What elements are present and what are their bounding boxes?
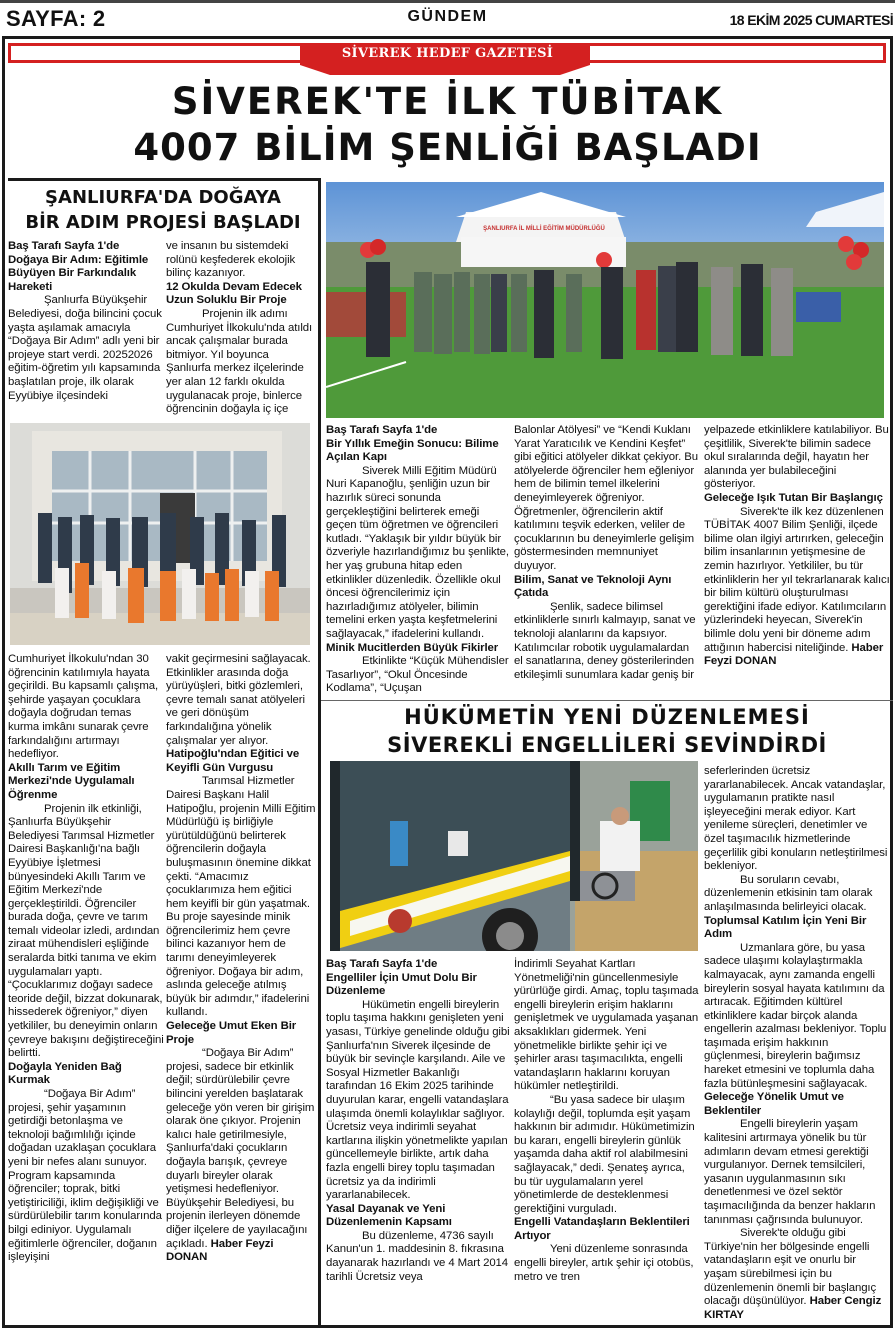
left-story-bottom-column-2 bbox=[166, 653, 316, 1265]
paragraph-text: Baş Tarafı Sayfa 1'de bbox=[326, 424, 438, 436]
paragraph-text: Geleceğe Yönelik Umut ve Beklentiler bbox=[704, 1091, 844, 1117]
lead-headline-line1: SİVEREK'TE İLK TÜBİTAK bbox=[171, 80, 724, 123]
left-story-top-column-2 bbox=[166, 240, 316, 417]
subheading bbox=[8, 254, 162, 295]
paragraph-text: Tarımsal Hizmetler Dairesi Başkanı Halil Hatipoğlu, projenin Milli Eğitim Müdürlüğü iş birliğiyle yürütüldüğünü belirterek öğrencilerin doğayla buluşmasının önemine dikkat çekti. “Amacımız çocuklarımıza hem eğitici hem keyifli bir gün yaşatmak. Bu proje sayesinde minik öğrencilerimiz hem çevre bilinci kazanıyor hem de tarımı deneyimleyerek öğreniyor. Doğaya bir adım, aslında geleceğe atılmış büyük bir adımdır,” ifadelerini kullandı. bbox=[166, 775, 316, 1019]
paragraph bbox=[8, 803, 164, 1061]
left-story-bottom-column-1 bbox=[8, 653, 164, 1265]
paragraph bbox=[326, 465, 510, 642]
subheading bbox=[326, 642, 510, 656]
paragraph-text: Yasal Dayanak ve Yeni Düzenlemenin Kapsamı bbox=[326, 1202, 452, 1229]
paragraph-text: 12 Okulda Devam Edecek Uzun Soluklu Bir Proje bbox=[166, 280, 302, 307]
paragraph bbox=[514, 1094, 700, 1216]
paragraph-text: Bu soruların cevabı, düzenlemenin etkisinin tam olarak anlaşılmasında belirleyici olacak. bbox=[704, 873, 873, 913]
subheading bbox=[326, 972, 510, 999]
paragraph-text: Minik Mucitlerden Büyük Fikirler bbox=[326, 641, 499, 654]
subheading bbox=[166, 748, 316, 775]
paragraph-text: “Doğaya Bir Adım” projesi, sadece bir etkinlik değil; sürdürülebilir çevre bilincini yerelden başlatarak geleceğe yön veren bir girişim olarak öne çıkıyor. Projenin kalıcı hale getirilmesiyle, Şanlıurfa'daki çocukların doğayla barışık, çevreye duyarlı bireyler olarak yetişmesi hedefleniyor. Büyükşehir Belediyesi, bu projenin ilerleyen dönemde diğer ilçelere de yayılacağını açıkladı. bbox=[166, 1047, 315, 1250]
paragraph-text: Hatipoğlu'ndan Eğitici ve Keyifli Gün Vurgusu bbox=[166, 748, 300, 774]
paragraph-text: Geleceğe Işık Tutan Bir Başlangıç bbox=[704, 491, 883, 504]
subheading bbox=[704, 915, 890, 942]
paragraph-text: Cumhuriyet İlkokulu'ndan 30 öğrencinin katılımıyla hayata geçirildi. Bu kapsamlı çalışma, şehirde yaşayan çocuklara doğayla doğrudan temas kurma imkânı sunarak çevre farkındalığını artırmayı hedefliyor. bbox=[8, 653, 159, 761]
paragraph-text: Şanlıurfa Büyükşehir Belediyesi, doğa bilincini çocuk yaşta aşılamak amacıyla “Doğaya Bir Adım” adlı yeni bir projeye start verdi. 20252026 eğitim-öğretim yılı kapsamında başlatılan proje, ilk olarak Eyyübiye ilçesindeki bbox=[8, 294, 162, 402]
newspaper-name: SİVEREK HEDEF GAZETESİ bbox=[341, 46, 554, 61]
paragraph bbox=[704, 874, 890, 915]
subheading bbox=[704, 492, 890, 506]
paragraph bbox=[166, 653, 316, 748]
subheading bbox=[8, 762, 164, 803]
column-divider bbox=[318, 178, 321, 1326]
paragraph-text: Balonlar Atölyesi” ve “Kendi Kuklanı Yarat Yaratıcılık ve Kendini Keşfet” gibi eğitici atölyeler dikkat çekiyor. Bu atölyelerde öğrenciler hem eğleniyor hem de bilimin temel ilkelerini deneyimleyerek öğreniyor. Öğretmenler, öğrencilerin aktif katılımını teşvik ederken, veliler de çocuklarının bu deneyimlerle gelişim göstermesinden memnuniyet duyuyor. bbox=[514, 424, 698, 572]
paragraph-text: vakit geçirmesini sağlayacak. Etkinlikler arasında doğa yürüyüşleri, bitki gözlemleri, çevre temalı sanat atölyeleri ve geri dönüşüm farkındalığına yönelik çalışmalar yer alıyor. bbox=[166, 653, 311, 747]
paragraph-text: seferlerinden ücretsiz yararlanabilecek. Ancak vatandaşlar, uygulamanın pratikte nasıl işleyeceğini merak ediyor. Kart yenileme süreçleri, denetimler ve özel taşımacılık hizmetlerinde geçerlilik gibi konuların netleştirilmesi bekleniyor. bbox=[704, 765, 888, 873]
byline: Haber Feyzi DONAN bbox=[166, 1237, 274, 1264]
page-number: SAYFA: 2 bbox=[6, 6, 106, 31]
paragraph-text: Siverek Milli Eğitim Müdürü Nuri Kapanoğlu, şenliğin uzun bir hazırlık süreci sonunda gerçekleştiğini belirterek emeği geçen tüm öğretmen ve öğrencileri kutladı. “Yaklaşık bir yıldır büyük bir özveriyle hazırlandığımız bu şenlikte, her yaş grubuna hitap eden etkinlikler düzenledik. Özellikle okul öncesi öğrencilerimiz için hazırladığımız atölyeler, bilimin temelini erken yaşta keşfetmelerini sağlayacak,” ifadelerini kullandı. bbox=[326, 464, 509, 640]
paragraph-text: Toplumsal Katılım İçin Yeni Bir Adım bbox=[704, 914, 867, 941]
bus-story-column-1 bbox=[326, 958, 510, 1284]
paragraph bbox=[326, 1230, 510, 1284]
left-story-top-rule bbox=[8, 178, 320, 181]
bus-headline-line1: HÜKÜMETİN YENİ DÜZENLEMESİ bbox=[404, 705, 810, 729]
bus-story-top-rule bbox=[321, 700, 893, 701]
bus-story-column-2 bbox=[514, 958, 700, 1284]
paragraph-text: Hükümetin engelli bireylerin toplu taşıma hakkını genişleten yeni yasası, Türkiye genelinde olduğu gibi Şanlıurfa'nın Siverek ilçesinde de büyük bir sevinçle karşılandı. Aile ve Sosyal Hizmetler Bakanlığı tarafından 16 Ekim 2025 tarihinde duyurulan karar, engelli vatandaşlara ulaşımda önemli kolaylıklar sağlıyor. Ücretsiz veya indirimli seyahat kartlarına ilişkin yönetmelikte yapılan güncellemeyle birlikte, artık daha fazla engelli birey toplu taşımadan ücretsiz ya da indirimli yararlanabilecek. bbox=[326, 998, 510, 1202]
subheading bbox=[326, 424, 510, 438]
paragraph-text: Etkinlikte “Küçük Mühendisler Tasarlıyor”, “Okul Öncesinde Kodlama”, “Uçuşan bbox=[326, 655, 509, 695]
paragraph bbox=[514, 424, 700, 574]
byline: Haber Feyzi DONAN bbox=[704, 641, 884, 668]
paragraph bbox=[514, 958, 700, 1094]
paragraph bbox=[326, 999, 510, 1203]
paragraph bbox=[166, 308, 316, 417]
paragraph-text: Engelliler İçin Umut Dolu Bir Düzenleme bbox=[326, 971, 477, 998]
paragraph-text: Uzmanlara göre, bu yasa sadece ulaşımı kolaylaştırmakla kalmayacak, aynı zamanda engelli bireylerin sosyal hayata katılımını da artıracak. Eğitimden kültürel etkinliklere kadar birçok alanda engellerin azalması bekleniyor. Toplu taşımada erişim hakkının güçlenmesi, bireylerin bağımsız hareket etmesini ve toplumla daha fazla bütünleşmesini sağlayacak. bbox=[704, 941, 887, 1090]
paragraph-text: “Doğaya Bir Adım” projesi, şehir yaşamının getirdiği betonlaşma ve teknoloji bağımlılığı içinde doğadan uzaklaşan çocuklara yeni bir nefes alanı sunuyor. Program kapsamında öğrenciler; toprak, bitki yetiştiriciliği, iklim değişikliği ve sürdürülebilir tarım konularında bilgi ediniyor. Uygulamalı eğitimlerle öğrenciler, doğanın işleyişini bbox=[8, 1088, 162, 1264]
lead-story-column-2 bbox=[514, 424, 700, 682]
subheading bbox=[326, 1203, 510, 1230]
subheading bbox=[326, 958, 510, 972]
bus-headline-line2: SİVEREKLİ ENGELLİLERİ SEVİNDİRDİ bbox=[387, 733, 827, 757]
paragraph-text: Doğaya Bir Adım: Eğitimle Büyüyen Bir Farkındalık Hareketi bbox=[8, 253, 149, 293]
byline: Haber Cengiz KIRTAY bbox=[704, 1295, 882, 1321]
paragraph-text: Şenlik, sadece bilimsel etkinliklerle sınırlı kalmayıp, sanat ve teknoloji alanlarını da kapsıyor. Katılımcılar robotik uygulamalardan el sanatlarına, deney gösterilerinden etkileşimli sunumlara kadar geniş bir bbox=[514, 600, 696, 681]
subheading bbox=[514, 1216, 700, 1243]
subheading bbox=[8, 1061, 164, 1088]
paragraph-text: Projenin ilk etkinliği, Şanlıurfa Büyükşehir Belediyesi Tarımsal Hizmetler Dairesi Başkanlığı'na bağlı Eyyübiye İşletmesi bünyesindeki Akıllı Tarım ve Eğitim Merkezi'nde gerçekleştirildi. Öğrenciler burada doğa, çevre ve tarım temalı videolar izledi, ardından ziraat mühendisleri eşliğinde seralarda bitki tanıma ve ekim uygulamaları yaptı. “Çocuklarımız doğayı sadece teoride değil, bizzat dokunarak, hissederek öğreniyor,” diyen yetkililer, bu deneyimin onların çevreye bakışını değiştireceğini belirtti. bbox=[8, 802, 164, 1060]
bus-story-column-3 bbox=[704, 765, 890, 1322]
paragraph-text: Siverek'te olduğu gibi Türkiye'nin her bölgesinde engelli vatandaşların eşit ve onurlu bir yaşam sürebilmesi için bu düzenlemenin önemli bir başlangıç olacağı düşünülüyor. bbox=[704, 1227, 877, 1308]
paragraph-text: Akıllı Tarım ve Eğitim Merkezi'nde Uygulamalı Öğrenme bbox=[8, 761, 135, 801]
lead-story-column-1 bbox=[326, 424, 510, 696]
paragraph bbox=[514, 1243, 700, 1284]
paragraph-text: ve insanın bu sistemdeki rolünü keşfederek ekolojik bilinç kazanıyor. bbox=[166, 240, 296, 280]
paragraph bbox=[704, 1118, 890, 1227]
wheelchair-bus-photo bbox=[330, 761, 698, 951]
paragraph bbox=[326, 655, 510, 696]
left-headline-line1: ŞANLIURFA'DA DOĞAYA bbox=[45, 187, 281, 208]
lead-story-column-3 bbox=[704, 424, 890, 669]
paragraph bbox=[704, 506, 890, 669]
paragraph-text: Projenin ilk adımı Cumhuriyet İlkokulu'nda atıldı ancak çalışmalar burada bitmiyor. Yıl boyunca Şanlıurfa merkez ilçelerinde yer alan 12 farklı okulda uygulanacak proje, binlerce öğrencinin doğayla iç içe bbox=[166, 307, 313, 416]
subheading bbox=[166, 281, 316, 308]
tent-banner-text: ŞANLIURFA İL MİLLİ EĞİTİM MÜDÜRLÜĞÜ bbox=[483, 226, 605, 232]
paragraph bbox=[166, 240, 316, 281]
science-festival-group-photo bbox=[326, 182, 884, 418]
paragraph-text: Baş Tarafı Sayfa 1'de bbox=[326, 958, 438, 970]
paragraph-text: Bilim, Sanat ve Teknoloji Aynı Çatıda bbox=[514, 573, 672, 600]
paragraph-text: Siverek'te ilk kez düzenlenen TÜBİTAK 4007 Bilim Şenliği, ilçede bilime olan ilgiyi artırırken, geleceğin bilim insanlarının yetişmesine de zemin hazırlıyor. Yetkililer, bu tür etkinliklerin her yıl tekrarlanarak kalıcı bir bilim kültürü oluşturulması gerektiğini ifade ediyor. Katılımcıların yüzlerindeki heyecan, Siverek'in bilimle dolu yeni bir döneme adım attığının habercisi niteliğinde. bbox=[704, 505, 890, 654]
paragraph bbox=[704, 1227, 890, 1322]
lead-headline-line2: 4007 BİLİM ŞENLİĞİ BAŞLADI bbox=[133, 126, 762, 169]
paragraph bbox=[8, 294, 162, 403]
subheading bbox=[326, 438, 510, 465]
subheading bbox=[8, 240, 162, 254]
paragraph-text: Baş Tarafı Sayfa 1'de bbox=[8, 240, 120, 252]
paragraph-text: İndirimli Seyahat Kartları Yönetmeliği'nin güncellenmesiyle yürürlüğe girdi. Amaç, toplu taşımada engelli bireylerin erişim haklarını genişletmek ve uygulamada yaşanan aksaklıkları gidermek. Yeni yönetmelikle birlikte şehir içi ve şehirler arası taşımacılıkta, engelli vatandaşların haklarını koruyan hükümler netleştirildi. bbox=[514, 958, 699, 1093]
paragraph-text: Engelli Vatandaşların Beklentileri Artıyor bbox=[514, 1216, 690, 1242]
paragraph bbox=[514, 601, 700, 683]
paragraph-text: Doğayla Yeniden Bağ Kurmak bbox=[8, 1060, 122, 1087]
subheading bbox=[704, 1091, 890, 1118]
children-group-photo bbox=[10, 423, 310, 645]
paragraph bbox=[704, 942, 890, 1092]
paragraph bbox=[704, 424, 890, 492]
paragraph-text: Bir Yıllık Emeğin Sonucu: Bilime Açılan Kapı bbox=[326, 437, 499, 464]
subheading bbox=[166, 1020, 316, 1047]
issue-date: 18 EKİM 2025 CUMARTESİ bbox=[729, 12, 893, 28]
paragraph-text: “Bu yasa sadece bir ulaşım kolaylığı değil, toplumda eşit yaşam hakkının bir adımıdır. Hükümetimizin bu kararı, engelli bireylerin günlük yaşamda daha aktif rol alabilmesini sağlayacak,” dedi. Şenateş ayrıca, bu tür uygulamaların yerel yönetimlerde de desteklenmesi gerektiğini vurguladı. bbox=[514, 1093, 695, 1215]
paragraph bbox=[8, 653, 164, 762]
paragraph-text: Geleceğe Umut Eken Bir Proje bbox=[166, 1020, 297, 1046]
section-name: GÜNDEM bbox=[407, 8, 488, 25]
paragraph-text: Yeni düzenleme sonrasında engelli bireyler, artık şehir içi otobüs, metro ve tren bbox=[514, 1243, 694, 1283]
paragraph-text: Bu düzenleme, 4736 sayılı Kanun'un 1. maddesinin 8. fıkrasına dayanarak hazırlandı ve 4 Mart 2014 tarihli Ücretsiz veya bbox=[326, 1229, 509, 1283]
paragraph bbox=[166, 775, 316, 1020]
left-headline-line2: BİR ADIM PROJESİ BAŞLADI bbox=[25, 212, 301, 233]
left-story-top-column-1 bbox=[8, 240, 162, 403]
top-rule bbox=[0, 0, 895, 3]
paragraph bbox=[8, 1088, 164, 1265]
paragraph-text: Engelli bireylerin yaşam kalitesini artırmaya yönelik bu tür adımların devam etmesi gerektiği vurgulanıyor. Dernek temsilcileri, yasanın uygulanmasının sıkı denetlenmesi ve özel sektör taşımacılığında da benzer hakların tanınması çağrısında bulunuyor. bbox=[704, 1118, 876, 1226]
paragraph bbox=[704, 765, 890, 874]
paragraph-text: yelpazede etkinliklere katılabiliyor. Bu çeşitlilik, Siverek'te bilimin sadece okul sıralarında değil, hayatın her alanında yer bulabileceğini gösteriyor. bbox=[704, 424, 889, 491]
paragraph bbox=[166, 1047, 316, 1265]
subheading bbox=[514, 574, 700, 601]
